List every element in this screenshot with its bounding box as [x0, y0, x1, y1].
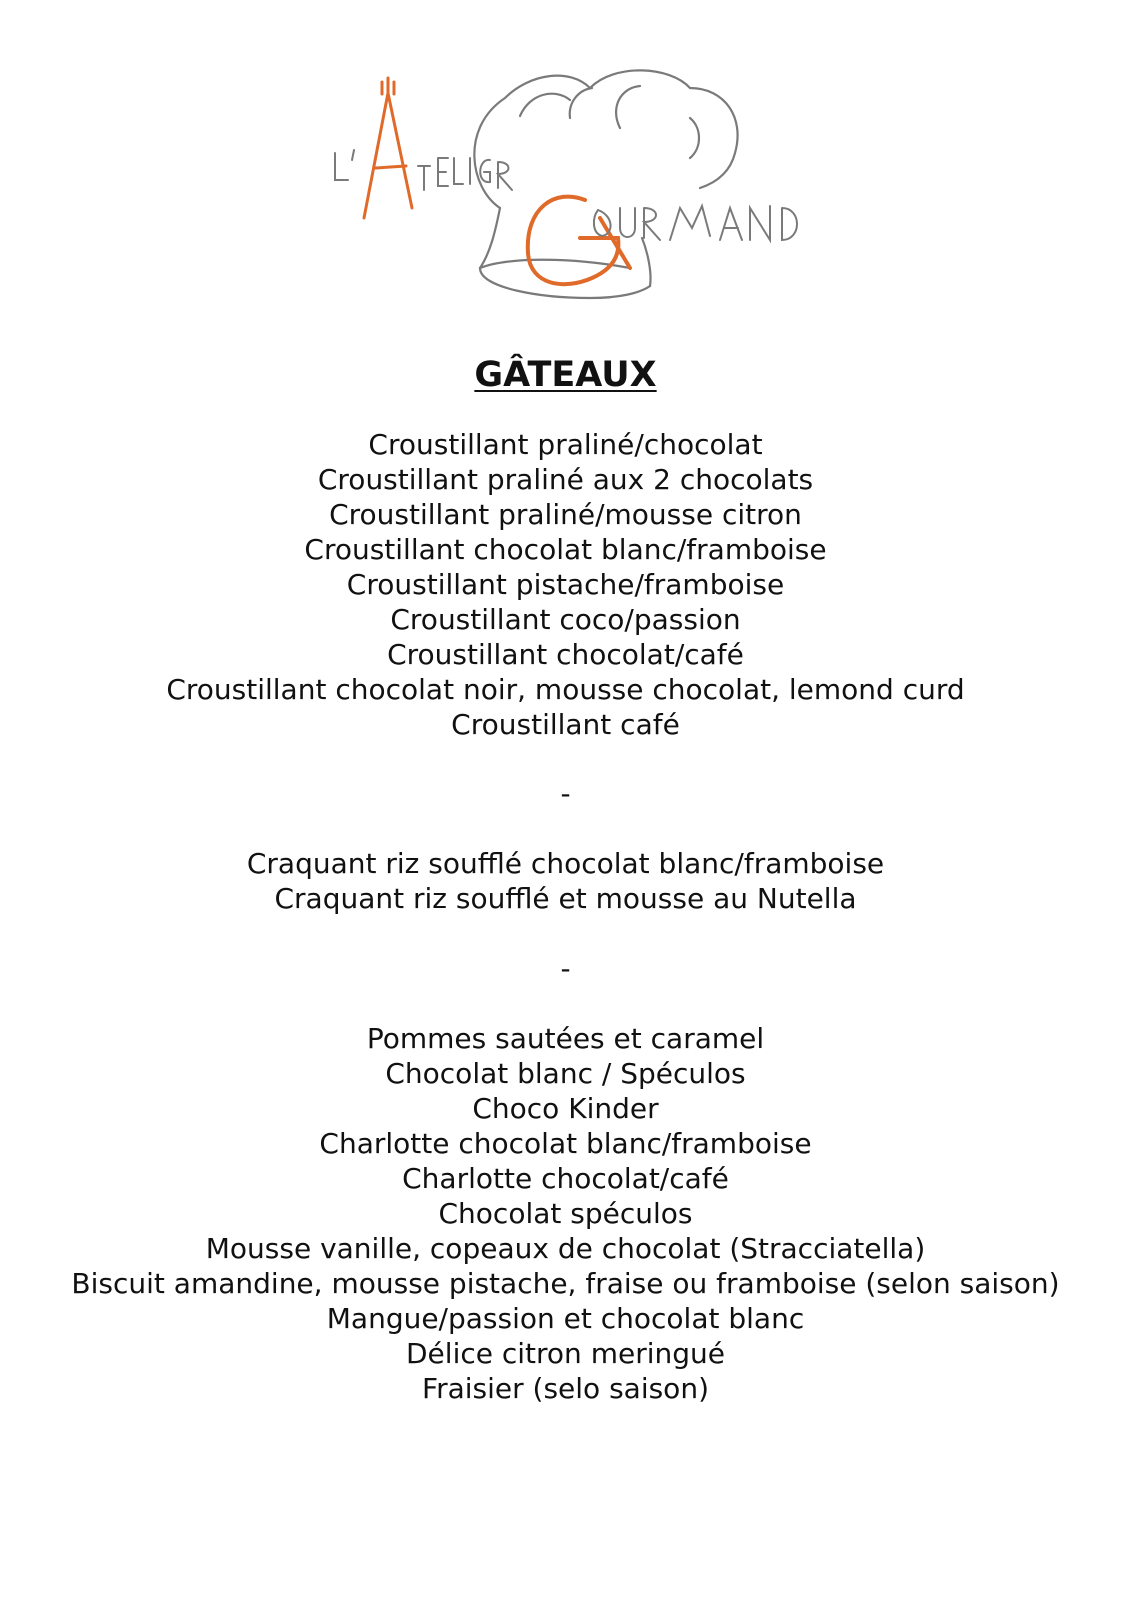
menu-group-craquants [0, 846, 1131, 916]
menu-item: Choco Kinder [472, 1092, 659, 1125]
separator-block [0, 776, 1131, 811]
menu-item: Croustillant coco/passion [390, 603, 741, 636]
menu-item: Délice citron meringué [406, 1337, 725, 1370]
menu-item: Chocolat blanc / Spéculos [385, 1057, 746, 1090]
menu-item: Charlotte chocolat/café [402, 1162, 729, 1195]
menu-item: Biscuit amandine, mousse pistache, fraise ou framboise (selon saison) [71, 1267, 1060, 1300]
menu-item: Mangue/passion et chocolat blanc [326, 1302, 805, 1335]
menu-item: Chocolat spéculos [438, 1197, 693, 1230]
atelier-gourmand-logo [330, 58, 800, 318]
menu-item: Fraisier (selo saison) [422, 1372, 709, 1405]
menu-item: Croustillant praliné/chocolat [368, 428, 763, 461]
chef-hat-icon [330, 58, 800, 318]
menu-item: Croustillant praliné aux 2 chocolats [317, 463, 814, 496]
menu-item: Croustillant praliné/mousse citron [329, 498, 802, 531]
menu-item: Mousse vanille, copeaux de chocolat (Stracciatella) [205, 1232, 926, 1265]
menu-item: Croustillant chocolat noir, mousse chocolat, lemond curd [166, 673, 965, 706]
menu-title: GÂTEAUX [474, 355, 657, 395]
separator: - [560, 777, 571, 810]
separator: - [560, 952, 571, 985]
separator-block [0, 951, 1131, 986]
menu-item: Croustillant café [451, 708, 680, 741]
menu-group-others [0, 1021, 1131, 1406]
menu-item: Croustillant chocolat/café [387, 638, 744, 671]
menu-item: Craquant riz soufflé chocolat blanc/framboise [246, 847, 885, 880]
menu-item: Charlotte chocolat blanc/framboise [319, 1127, 812, 1160]
menu-item: Craquant riz soufflé et mousse au Nutella [274, 882, 857, 915]
menu-item: Pommes sautées et caramel [366, 1022, 765, 1055]
menu-group-croustillants [0, 427, 1131, 742]
menu-item: Croustillant chocolat blanc/framboise [304, 533, 827, 566]
menu-item: Croustillant pistache/framboise [346, 568, 785, 601]
